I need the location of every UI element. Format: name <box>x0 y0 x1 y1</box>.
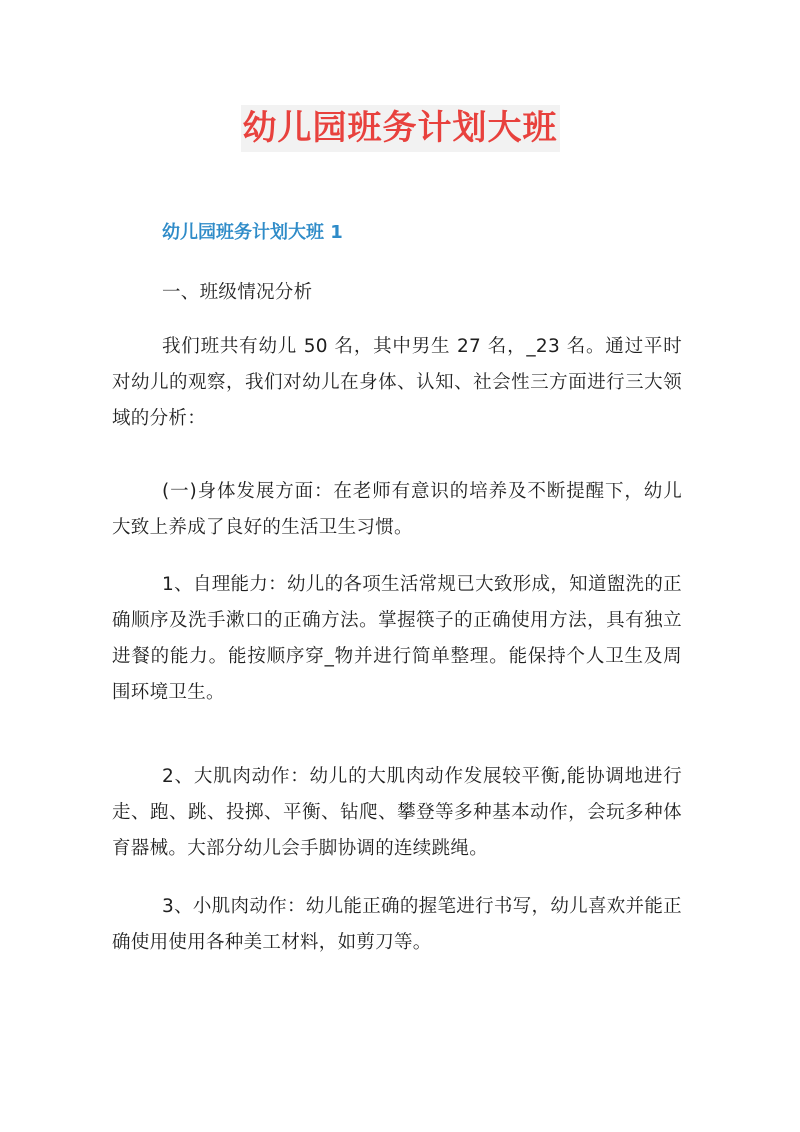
section-heading: 一、班级情况分析 <box>162 282 313 303</box>
paragraph-physical-development: (一)身体发展方面：在老师有意识的培养及不断提醒下，幼儿大致上养成了良好的生活卫生习惯。 <box>112 481 682 538</box>
title-container <box>0 105 800 152</box>
paragraph-gross-motor: 2、大肌肉动作：幼儿的大肌肉动作发展较平衡,能协调地进行走、跑、跳、投掷、平衡、钻爬、攀登等多种基本动作，会玩多种体育器械。大部分幼儿会手脚协调的连续跳绳。 <box>112 766 682 859</box>
paragraph-fine-motor: 3、小肌肉动作：幼儿能正确的握笔进行书写，幼儿喜欢并能正确使用使用各种美工材料，如剪刀等。 <box>112 896 682 953</box>
paragraph-intro: 我们班共有幼儿 50 名，其中男生 27 名，_23 名。通过平时对幼儿的观察，我们对幼儿在身体、认知、社会性三方面进行三大领域的分析： <box>112 336 682 429</box>
document-title: 幼儿园班务计划大班 <box>241 105 560 152</box>
section-subheading: 幼儿园班务计划大班 1 <box>162 222 343 243</box>
paragraph-self-care: 1、自理能力：幼儿的各项生活常规已大致形成，知道盥洗的正确顺序及洗手漱口的正确方法。掌握筷子的正确使用方法，具有独立进餐的能力。能按顺序穿_物并进行简单整理。能保持个人卫生及周围环境卫生。 <box>112 574 682 703</box>
